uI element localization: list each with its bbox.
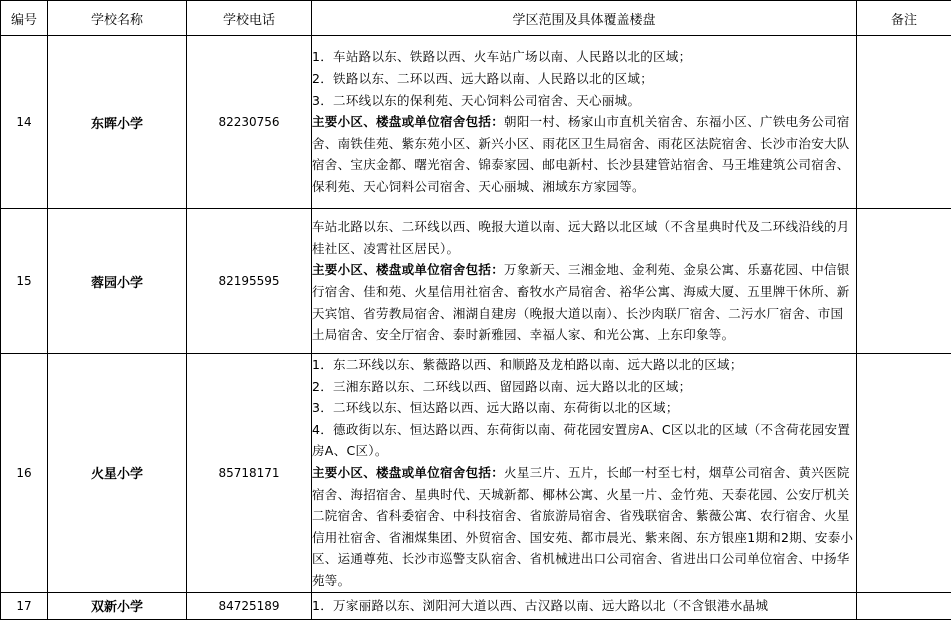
table-row [1, 36, 951, 209]
header-row [1, 1, 951, 36]
coverage-label: 主要小区、楼盘或单位宿舍包括： [312, 262, 504, 277]
coverage-paragraph [312, 259, 856, 345]
district-range [312, 36, 857, 209]
header-num: 编号 [1, 1, 48, 36]
range-line: 车站北路以东、二环线以西、晚报大道以南、远大路以北区域（不含星典时代及二环线沿线的月桂社区、凌霄社区居民）。 [312, 216, 856, 259]
district-range [312, 592, 857, 619]
range-line: 2．铁路以东、二环以西、远大路以南、人民路以北的区域； [312, 68, 856, 90]
school-phone: 82230756 [187, 36, 312, 209]
range-line: 1．东二环线以东、紫薇路以西、和顺路及龙柏路以南、远大路以北的区域； [312, 354, 856, 376]
coverage-detail: 火星三片、五片，长邮一村至七村，烟草公司宿舍、黄兴医院宿舍、海招宿舍、星典时代、天城新都、椰林公寓、火星一片、金竹苑、天泰花园、公安厅机关二院宿舍、省科委宿舍、中科技宿舍、省旅游局宿舍、省残联宿舍、紫薇公寓、农行宿舍、火星信用社宿舍、省湘煤集团、外贸宿舍、国安苑、都市晨光、紫来阁、东方银座1期和2期、安泰小区、运通尊苑、长沙市巡警支队宿舍、省机械进出口公司宿舍、省进出口公司单位宿舍、中扬华苑等。 [312, 465, 853, 588]
school-name: 东晖小学 [48, 36, 187, 209]
coverage-paragraph [312, 462, 856, 592]
range-line: 1．车站路以东、铁路以西、火车站广场以南、人民路以北的区域； [312, 46, 856, 68]
school-phone: 82195595 [187, 209, 312, 354]
note-cell [857, 36, 951, 209]
district-range [312, 354, 857, 593]
district-range [312, 209, 857, 354]
header-note: 备注 [857, 1, 951, 36]
table-row [1, 354, 951, 593]
coverage-label: 主要小区、楼盘或单位宿舍包括： [312, 114, 504, 129]
header-phone: 学校电话 [187, 1, 312, 36]
row-number: 15 [1, 209, 48, 354]
row-number: 16 [1, 354, 48, 593]
coverage-paragraph [312, 111, 856, 197]
range-line: 3．二环线以东、恒达路以西、远大路以南、东荷街以北的区域； [312, 397, 856, 419]
coverage-label: 主要小区、楼盘或单位宿舍包括： [312, 465, 504, 480]
range-line: 2．三湘东路以东、二环线以西、留园路以南、远大路以北的区域； [312, 376, 856, 398]
header-area: 学区范围及具体覆盖楼盘 [312, 1, 857, 36]
range-line: 4．德政街以东、恒达路以西、东荷街以南、荷花园安置房A、C区以北的区域（不含荷花园安置房A、C区）。 [312, 419, 856, 462]
coverage-detail: 朝阳一村、杨家山市直机关宿舍、东福小区、广铁电务公司宿舍、南铁佳苑、紫东苑小区、新兴小区、雨花区卫生局宿舍、雨花区法院宿舍、长沙市治安大队宿舍、宝庆金都、曙光宿舍、锦泰家园、邮电新村、长沙县建管站宿舍、马王堆建筑公司宿舍、保利苑、天心饲料公司宿舍、天心丽城、湘域东方家园等。 [312, 114, 850, 194]
note-cell [857, 209, 951, 354]
school-phone: 84725189 [187, 592, 312, 619]
note-cell [857, 354, 951, 593]
note-cell [857, 592, 951, 619]
school-name: 火星小学 [48, 354, 187, 593]
row-number: 17 [1, 592, 48, 619]
table-row [1, 592, 951, 619]
coverage-detail: 万象新天、三湘金地、金利苑、金泉公寓、乐嘉花园、中信银行宿舍、佳和苑、火星信用社宿舍、畜牧水产局宿舍、裕华公寓、海威大厦、五里牌干休所、新天宾馆、省劳教局宿舍、湘湖自建房（晚报大道以南）、长沙肉联厂宿舍、二污水厂宿舍、市国土局宿舍、安全厅宿舍、泰时新雅园、幸福人家、和光公寓、上东印象等。 [312, 262, 850, 342]
row-number: 14 [1, 36, 48, 209]
table-row [1, 209, 951, 354]
range-line: 1．万家丽路以东、浏阳河大道以西、古汉路以南、远大路以北（不含银港水晶城 [312, 595, 856, 617]
school-phone: 85718171 [187, 354, 312, 593]
header-name: 学校名称 [48, 1, 187, 36]
school-name: 双新小学 [48, 592, 187, 619]
range-line: 3．二环线以东的保利苑、天心饲料公司宿舍、天心丽城。 [312, 90, 856, 112]
school-name: 蓉园小学 [48, 209, 187, 354]
